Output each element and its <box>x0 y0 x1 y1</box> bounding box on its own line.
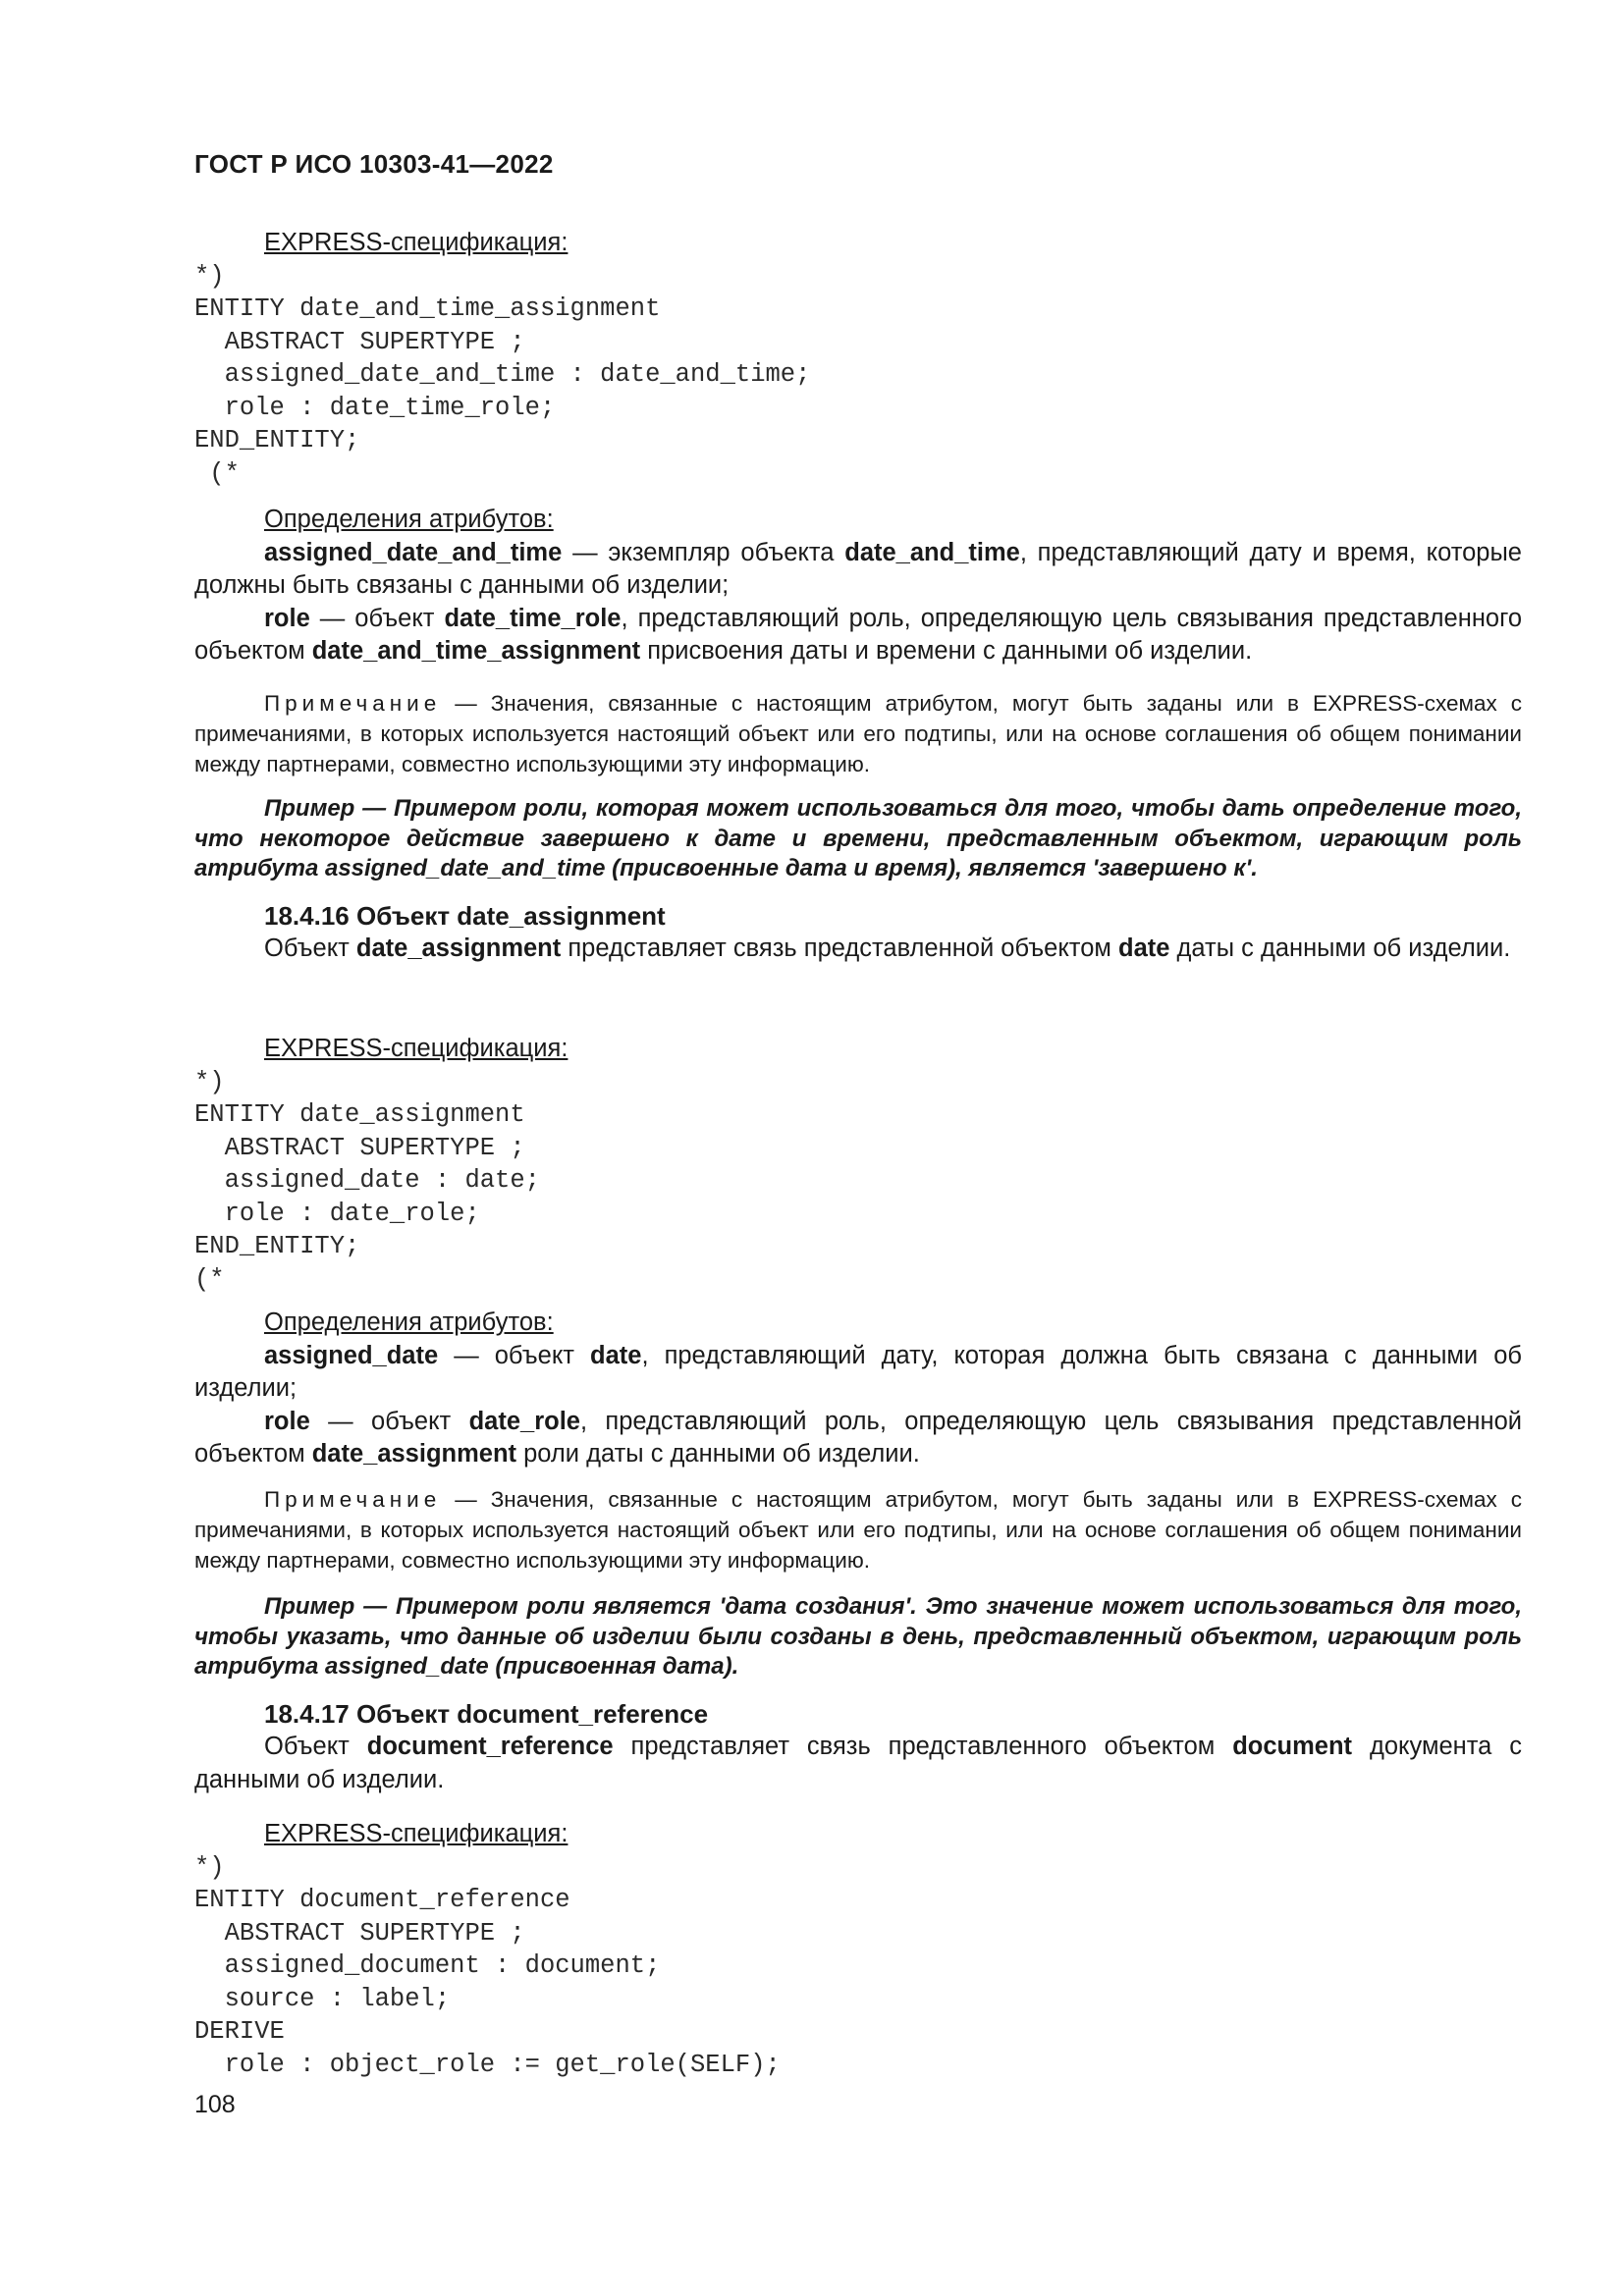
attr-def-assigned-date: assigned_date — объект date, представляющий дату, которая должна быть связана с данными об изделии; <box>194 1341 1523 1402</box>
page-number: 108 <box>194 2091 236 2118</box>
express-label: EXPRESS-спецификация: <box>264 1035 568 1062</box>
section-intro: Объект date_assignment представляет связь представленной объектом date даты с данными об изделии. <box>264 934 1511 962</box>
express-spec-block-3 <box>194 1818 1522 2081</box>
attr-defs-label: Определения атрибутов: <box>264 1308 554 1336</box>
document-header: ГОСТ Р ИСО 10303-41—2022 <box>194 149 554 179</box>
attr-defs-label: Определения атрибутов: <box>264 506 554 533</box>
section-title: 18.4.17 Объект document_reference <box>264 1699 709 1729</box>
note-2: Примечание — Значения, связанные с настоящим атрибутом, могут быть заданы или в EXPRESS-схемах с примечаниями, в которых используется настоящий объект или его подтипы, или на основе соглашения об общем понимании между партнерами, совместно использующими эту информацию. <box>194 1487 1522 1573</box>
section-intro: Объект document_reference представляет связь представленного объектом document документа с данными об изделии. <box>194 1733 1522 1793</box>
express-label: EXPRESS-спецификация: <box>264 1820 568 1847</box>
express-spec-block-2 <box>194 1033 1522 1296</box>
express-code-document-reference: *) ENTITY document_reference ABSTRACT SUPERTYPE ; assigned_document : document; source : label; DERIVE role : object_role := get_role(SELF); <box>194 1852 781 2079</box>
example-1: Пример — Примером роли, которая может использоваться для того, чтобы дать определение того, что некоторое действие завершено к дате и времени, представленным объектом, играющим роль атрибута assigned_date_and_time (присвоенные дата и время), является 'завершено к'. <box>194 795 1522 881</box>
example-2: Пример — Примером роли является 'дата создания'. Это значение может использоваться для того, чтобы указать, что данные об изделии были созданы в день, представленный объектом, играющим роль атрибута assigned_date (присвоенная дата). <box>194 1593 1522 1680</box>
express-spec-block-1 <box>194 227 1522 490</box>
note-1: Примечание — Значения, связанные с настоящим атрибутом, могут быть заданы или в EXPRESS-схемах с примечаниями, в которых используется настоящий объект или его подтипы, или на основе соглашения об общем понимании между партнерами, совместно использующими эту информацию. <box>194 691 1522 776</box>
section-18-4-16 <box>194 899 1522 966</box>
attribute-definitions-1 <box>194 504 1522 668</box>
section-title: 18.4.16 Объект date_assignment <box>264 901 666 931</box>
express-label: EXPRESS-спецификация: <box>264 229 568 256</box>
express-code-date-and-time-assignment: *) ENTITY date_and_time_assignment ABSTRACT SUPERTYPE ; assigned_date_and_time : date_and_time; role : date_time_role; END_ENTITY; (* <box>194 261 811 488</box>
attribute-definitions-2 <box>194 1307 1522 1471</box>
attr-def-role: role — объект date_role, представляющий роль, определяющую цель связывания представленной объектом date_assignment роли даты с данными об изделии. <box>194 1407 1522 1468</box>
attr-def-assigned-date-and-time: assigned_date_and_time — экземпляр объекта date_and_time, представляющий дату и время, которые должны быть связаны с данными об изделии; <box>194 538 1522 599</box>
section-18-4-17 <box>194 1697 1522 1796</box>
express-code-date-assignment: *) ENTITY date_assignment ABSTRACT SUPERTYPE ; assigned_date : date; role : date_role; END_ENTITY; (* <box>194 1067 540 1294</box>
attr-def-role: role — объект date_time_role, представляющий роль, определяющую цель связывания представленного объектом date_and_time_assignment присвоения даты и времени с данными об изделии. <box>194 604 1523 665</box>
